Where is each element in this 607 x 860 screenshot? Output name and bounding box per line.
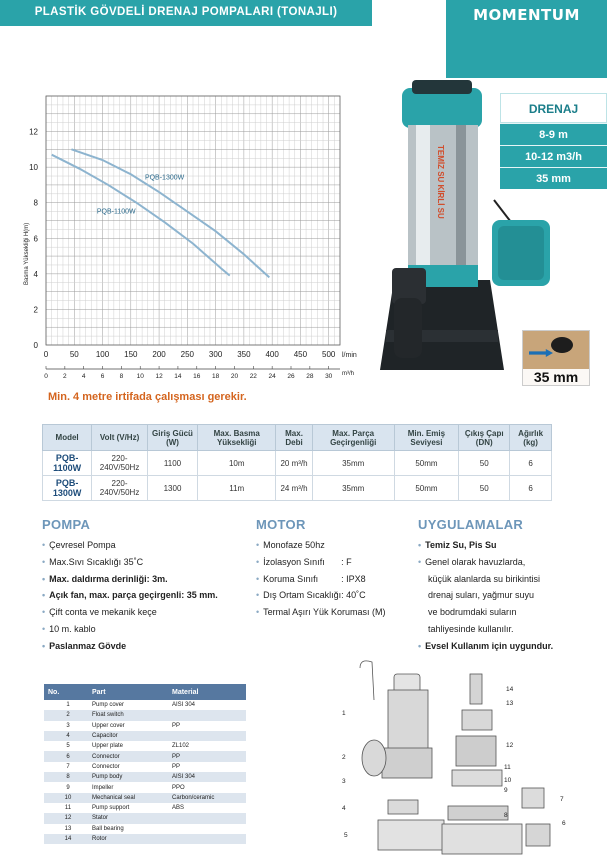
spec-cell: PQB-1300W (43, 476, 92, 501)
spec-cell: 220-240V/50Hz (92, 476, 148, 501)
list-item: • Çift conta ve mekanik keçe (42, 607, 157, 618)
bullet-icon: • (42, 540, 46, 550)
table-row (44, 731, 246, 741)
parts-cell: Connector (88, 751, 168, 761)
bullet-icon: • (418, 640, 422, 651)
parts-cell: 12 (44, 813, 88, 823)
x-tick-label-m3h: 6 (100, 373, 105, 380)
parts-header-no: No. (44, 684, 88, 700)
parts-cell: 11 (64, 805, 72, 812)
pompa-section (42, 517, 218, 655)
list-item: • Termal Aşırı Yük Koruması (M) (256, 607, 386, 618)
parts-cell: 14 (44, 834, 88, 844)
list-item: • Evsel Kullanım için uygundur. (418, 640, 554, 651)
x-tick-label-lpm: 50 (69, 350, 79, 359)
spec-header-cell: Model (43, 425, 92, 451)
spec-cell: 35mm (312, 451, 394, 476)
table-row (44, 741, 246, 751)
parts-cell: PP (172, 763, 181, 770)
list-item: küçük alanlarda su birikintisi (428, 573, 541, 584)
table-row (44, 824, 246, 834)
y-tick-label: 6 (33, 234, 38, 244)
parts-cell: 9 (66, 784, 70, 791)
bullet-icon: • (418, 556, 422, 567)
drenaj-particle: 35 mm (500, 167, 607, 189)
y-axis-label: Basma Yüksekliği H(m) (24, 222, 30, 285)
table-row (44, 751, 246, 761)
diagram-number: 13 (506, 700, 514, 707)
parts-cell: 2 (44, 710, 88, 720)
pompa-title: POMPA (42, 517, 91, 532)
list-item: • Genel olarak havuzlarda, (418, 556, 526, 567)
x-tick-label-m3h: 16 (193, 373, 201, 380)
spec-cell: 1300 (147, 476, 197, 501)
parts-cell: Pump cover (92, 702, 125, 709)
spec-header-cell: Ağırlık (kg) (510, 425, 552, 451)
diagram-number: 9 (504, 787, 508, 794)
arrow-icon (529, 349, 553, 357)
bullet-icon: • (418, 540, 422, 550)
table-row (44, 782, 246, 792)
list-item: • Açık fan, max. parça geçirgenli: 35 mm. (42, 590, 218, 601)
x-tick-label-m3h: 24 (268, 373, 276, 380)
table-row (43, 451, 552, 476)
x-tick-label-lpm: 200 (152, 350, 166, 359)
parts-cell (168, 731, 246, 741)
table-row (44, 813, 246, 823)
parts-cell: ZL102 (172, 743, 190, 750)
bullet-icon: • (42, 607, 46, 618)
spec-cell: 50 (459, 476, 510, 501)
parts-table (44, 684, 246, 844)
series-line-pqb-1100w (52, 155, 230, 276)
spec-header-cell: Çıkış Çapı (DN) (459, 425, 510, 451)
y-tick-label: 0 (33, 341, 38, 350)
motor-title: MOTOR (256, 517, 306, 532)
parts-cell: Impeller (92, 784, 114, 791)
x-tick-label-m3h: 8 (119, 373, 124, 380)
x-tick-label-m3h: 0 (44, 373, 48, 380)
bullet-icon: • (256, 607, 260, 618)
bullet-icon: • (42, 623, 46, 634)
list-item: • Dış Ortam Sıcaklığı: 40˚C (256, 590, 366, 601)
list-item: • Çevresel Pompa (42, 540, 116, 550)
parts-cell: Upper cover (92, 722, 125, 729)
table-row (44, 700, 246, 710)
spec-cell: 10m (198, 451, 276, 476)
parts-cell: PP (168, 751, 246, 761)
diagram-number: 1 (342, 710, 346, 717)
list-item: • Koruma Sınıfı : IPX8 (256, 573, 366, 584)
spec-cell: 220-240V/50Hz (92, 451, 148, 476)
list-item: ve bodrumdaki suların (428, 607, 517, 618)
bullet-icon: • (256, 590, 260, 601)
parts-cell (168, 710, 246, 720)
x-tick-label-m3h: 12 (155, 373, 163, 380)
spec-header-cell: Max. Debi (276, 425, 312, 451)
x-tick-label-m3h: 2 (63, 373, 67, 380)
x-tick-label-lpm: 0 (43, 350, 49, 359)
particle-size-inset (522, 330, 590, 386)
parts-cell: Capacitor (88, 731, 168, 741)
diagram-number: 7 (560, 796, 564, 803)
y-tick-label: 10 (29, 163, 38, 173)
page-title: PLASTİK GÖVDELİ DRENAJ POMPALARI (TONAJLI) (34, 6, 338, 18)
parts-header-material: Material (168, 684, 246, 700)
table-row (43, 476, 552, 501)
parts-cell: PPO (172, 784, 185, 791)
spec-header-cell: Giriş Gücü (W) (147, 425, 197, 451)
diagram-number: 3 (342, 778, 346, 785)
uygulamalar-section (418, 517, 553, 655)
motor-section (256, 517, 386, 621)
parts-cell: 10 (44, 793, 88, 803)
x-tick-label-m3h: 22 (249, 373, 257, 380)
table-row (44, 710, 246, 720)
list-item: • Paslanmaz Gövde (42, 640, 127, 651)
spec-cell: 50 (459, 451, 510, 476)
performance-chart (0, 80, 370, 410)
x-tick-label-m3h: 14 (174, 373, 182, 380)
bullet-icon: • (256, 540, 260, 550)
parts-cell: 6 (44, 751, 88, 761)
list-item: • Max. daldırma derinliği: 3m. (42, 573, 168, 584)
diagram-number: 5 (344, 832, 348, 839)
parts-cell: PP (172, 722, 181, 729)
spec-header-cell: Volt (V/Hz) (92, 425, 148, 451)
x-tick-label-lpm: 150 (124, 350, 138, 359)
x-tick-label-m3h: 20 (230, 373, 239, 380)
x-tick-label-lpm: 250 (180, 350, 195, 359)
header-bar (0, 0, 372, 26)
uygulamalar-title: UYGULAMALAR (418, 517, 524, 532)
list-item: tahliyesinde kullanılır. (428, 623, 514, 634)
list-item: • Monofaze 50hz (256, 540, 325, 550)
spec-header-cell: Min. Emiş Seviyesi (394, 425, 459, 451)
table-row (44, 834, 246, 844)
parts-cell: Ball bearing (92, 825, 124, 832)
x-tick-label-m3h: 4 (81, 373, 86, 380)
spec-cell: 50mm (394, 476, 459, 501)
diagram-number: 8 (504, 812, 508, 819)
list-item: drenaj suları, yağmur suyu (428, 590, 535, 601)
spec-cell: 35mm (312, 476, 394, 501)
spec-cell: 1100 (147, 451, 197, 476)
spec-cell: 6 (510, 451, 552, 476)
parts-cell: Upper plate (92, 743, 124, 750)
spec-cell: 6 (510, 476, 552, 501)
spec-header-cell: Max. Parça Geçirgenliği (312, 425, 394, 451)
x-tick-label-m3h: 10 (136, 373, 144, 380)
parts-cell: Pump body (88, 772, 168, 782)
drenaj-flow: 10-12 m3/h (500, 145, 607, 167)
table-row (44, 762, 246, 772)
spec-cell: 24 m³/h (276, 476, 312, 501)
parts-cell: 8 (44, 772, 88, 782)
parts-cell: Connector (92, 763, 120, 770)
table-row (44, 772, 246, 782)
y-tick-label: 8 (33, 198, 38, 208)
parts-cell: 5 (66, 743, 70, 750)
table-row (44, 793, 246, 803)
x-tick-label-m3h: 28 (306, 373, 314, 380)
parts-cell (168, 834, 246, 844)
diagram-number: 6 (562, 820, 566, 827)
parts-cell: Rotor (88, 834, 168, 844)
list-item: • 10 m. kablo (42, 623, 96, 634)
particle-hole-icon (551, 337, 573, 353)
spec-table (42, 424, 552, 501)
spec-header-row (43, 425, 552, 451)
x-tick-label-lpm: 450 (293, 350, 308, 359)
pump-side-text: TEMİZ SU KİRLİ SU (436, 145, 445, 219)
x-tick-label-lpm: 100 (95, 350, 110, 359)
brand-logo (446, 0, 607, 78)
spec-cell: 20 m³/h (276, 451, 312, 476)
float-switch-image (488, 196, 554, 316)
y-tick-label: 12 (29, 127, 38, 137)
x-tick-label-m3h: 30 (325, 373, 333, 380)
drenaj-title: DRENAJ (500, 93, 607, 123)
drenaj-head: 8-9 m (500, 123, 607, 145)
parts-cell: 3 (66, 722, 70, 729)
diagram-number: 4 (342, 805, 346, 812)
spec-header-cell: Max. Basma Yüksekliği (198, 425, 276, 451)
x-tick-label-lpm: 300 (208, 350, 223, 359)
x-axis-label-lpm: l/min (342, 352, 357, 359)
parts-cell: Stator (88, 813, 168, 823)
spec-cell: 50mm (394, 451, 459, 476)
diagram-number: 14 (506, 686, 514, 693)
installation-note: Min. 4 metre irtifada çalışması gerekir. (48, 391, 247, 403)
x-tick-label-lpm: 500 (322, 350, 336, 359)
list-item: • İzolasyon Sınıfı : F (256, 556, 352, 567)
exploded-parts-diagram (338, 660, 578, 860)
parts-cell: 4 (44, 731, 88, 741)
table-row (44, 803, 246, 813)
parts-header-part: Part (88, 684, 168, 700)
brand-name: MOMENTUM (473, 6, 580, 24)
x-tick-label-m3h: 18 (211, 373, 220, 380)
performance-chart-svg (0, 80, 370, 410)
parts-header-row (44, 684, 246, 700)
parts-cell: Mechanical seal (88, 793, 168, 803)
spec-cell: PQB-1100W (43, 451, 92, 476)
bullet-icon: • (42, 590, 46, 601)
diagram-number: 10 (504, 777, 512, 784)
x-axis-label-m3h: m³/h (342, 371, 354, 377)
list-item: • Max.Sıvı Sıcaklığı 35˚C (42, 556, 144, 567)
x-tick-label-m3h: 26 (287, 373, 295, 380)
diagram-number: 12 (506, 742, 514, 749)
parts-cell: 13 (64, 825, 72, 832)
series-label: PQB-1100W (96, 208, 136, 216)
parts-cell: ABS (172, 805, 185, 812)
list-item: • Temiz Su, Pis Su (418, 540, 497, 550)
parts-cell (168, 813, 246, 823)
y-tick-label: 4 (33, 269, 38, 279)
y-tick-label: 2 (33, 305, 38, 315)
bullet-icon: • (256, 573, 260, 584)
bullet-icon: • (42, 556, 46, 567)
x-tick-label-lpm: 400 (265, 350, 279, 359)
diagram-number: 11 (504, 764, 511, 771)
spec-cell: 11m (198, 476, 276, 501)
parts-cell: 7 (66, 763, 70, 770)
bullet-icon: • (256, 556, 260, 567)
parts-cell: AISI 304 (168, 772, 246, 782)
particle-size-label: 35 mm (523, 369, 589, 385)
parts-cell: Carbon/ceramic (168, 793, 246, 803)
parts-cell (168, 824, 246, 834)
x-tick-label-lpm: 350 (237, 350, 251, 359)
bullet-icon: • (42, 640, 46, 651)
exploded-diagram-svg (338, 660, 578, 860)
parts-cell: AISI 304 (172, 702, 196, 709)
series-label: PQB-1300W (144, 174, 185, 182)
diagram-number: 2 (342, 754, 346, 761)
bullet-icon: • (42, 573, 46, 584)
parts-cell: Pump support (92, 805, 130, 812)
table-row (44, 721, 246, 731)
parts-cell: 1 (66, 702, 70, 709)
parts-cell: Float switch (88, 710, 168, 720)
drenaj-box (500, 93, 607, 190)
